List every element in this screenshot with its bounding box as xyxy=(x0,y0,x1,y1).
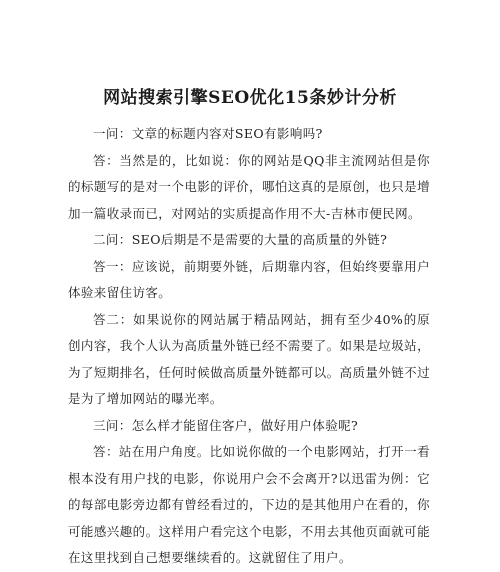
document-body xyxy=(68,121,430,572)
question-3: 三问：怎么样才能留住客户，做好用户体验呢? xyxy=(93,417,359,433)
document-title: 网站搜索引擎SEO优化15条妙计分析 xyxy=(103,88,397,108)
answer-2a: 答一：应该说，前期要外链，后期靠内容，但始终要靠用户体验来留住访客。 xyxy=(68,258,430,300)
answer-2b: 答二：如果说你的网站属于精品网站，拥有至少40%的原创内容，我个人认为高质量外链已经不需要了。如果是垃圾站，为了短期排名，任何时候做高质量外链都可以。高质量外链不过是为了增加网站的曝光率。 xyxy=(68,311,430,406)
answer-1: 答：当然是的，比如说：你的网站是QQ非主流网站但是你的标题写的是对一个电影的评价，哪怕这真的是原创，也只是增加一篇收录而已，对网站的实质提高作用不大-吉林市便民网。 xyxy=(68,152,430,221)
question-1: 一问：文章的标题内容对SEO有影响吗? xyxy=(93,126,323,141)
question-2: 二问：SEO后期是不是需要的大量的高质量的外链? xyxy=(93,232,388,247)
answer-3: 答：站在用户角度。比如说你做的一个电影网站，打开一看根本没有用户找的电影，你说用户会不会离开?以迅雷为例：它的每部电影旁边都有曾经看过的，下边的是其他用户在看的，你可能感兴趣的。这样用户看完这个电影，不用去其他页面就可能在这里找到自己想要继续看的。这就留住了用户。 xyxy=(68,444,430,565)
